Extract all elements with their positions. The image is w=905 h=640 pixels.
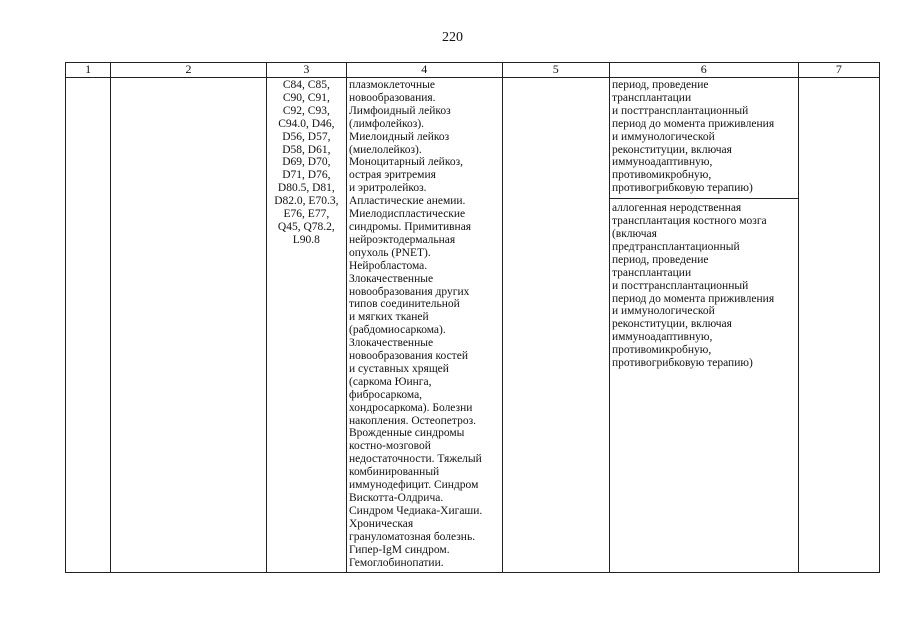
table-row (66, 78, 880, 573)
cell-diseases (347, 78, 503, 573)
page-number: 220 (442, 30, 463, 45)
cell-col-1 (66, 78, 111, 573)
header-col-4: 4 (347, 63, 503, 78)
document-table (65, 62, 880, 573)
header-col-7: 7 (798, 63, 879, 78)
header-col-2: 2 (111, 63, 267, 78)
cell-col-7 (798, 78, 879, 573)
header-col-1: 1 (66, 63, 111, 78)
diseases-text: плазмоклеточные новообразования. Лимфоидный лейкоз (лимфолейкоз). Миелоидный лейкоз (миелолейкоз). Моноцитарный лейкоз, острая эритремия и эритролейкоз. Апластические анемии. Миелодиспластические синдромы. Примитивная нейроэктодермальная опухоль (PNET). Нейробластома. Злокачественные новообразования других типов соединительной и мягких тканей (рабдомиосаркома). Злокачественные новообразования костей и суставных хрящей (саркома Юинга, фибросаркома, хондросаркома). Болезни накопления. Остеопетроз. Врожденные синдромы костно-мозговой недостаточности. Тяжелый комбинированный иммунодефицит. Синдром Вискотта-Олдрича. Синдром Чедиака-Хигаши. Хроническая грануломатозная болезнь. Гипер-IgM синдром. Гемоглобинопатии. (349, 79, 483, 569)
header-col-6: 6 (609, 63, 798, 78)
icd-codes-text: C84, C85, C90, C91, C92, C93, C94.0, D46, D56, D57, D58, D61, D69, D70, D71, D76, D80.5, D81, D82.0, E70.3, E76, E77, Q45, Q78.2, L90.8 (274, 79, 339, 246)
header-row (66, 63, 880, 78)
method-text-1: период, проведение трансплантации и посттрансплантационный период до момента приживления и иммунологической реконституции, включая иммуноадаптивную, противомикробную, противогрибковую терапию) (611, 79, 775, 195)
header-col-5: 5 (502, 63, 609, 78)
cell-col-5 (502, 78, 609, 573)
cell-codes (266, 78, 346, 573)
method-text-2: аллогенная неродственная трансплантация костного мозга (включая предтрансплантационный период, проведение трансплантации и посттрансплантационный период до момента приживления и иммунологической реконституции, включая иммуноадаптивную, противомикробную, противогрибковую терапию) (611, 202, 775, 370)
cell-col-2 (111, 78, 267, 573)
header-col-3: 3 (266, 63, 346, 78)
cell-methods (609, 78, 798, 573)
